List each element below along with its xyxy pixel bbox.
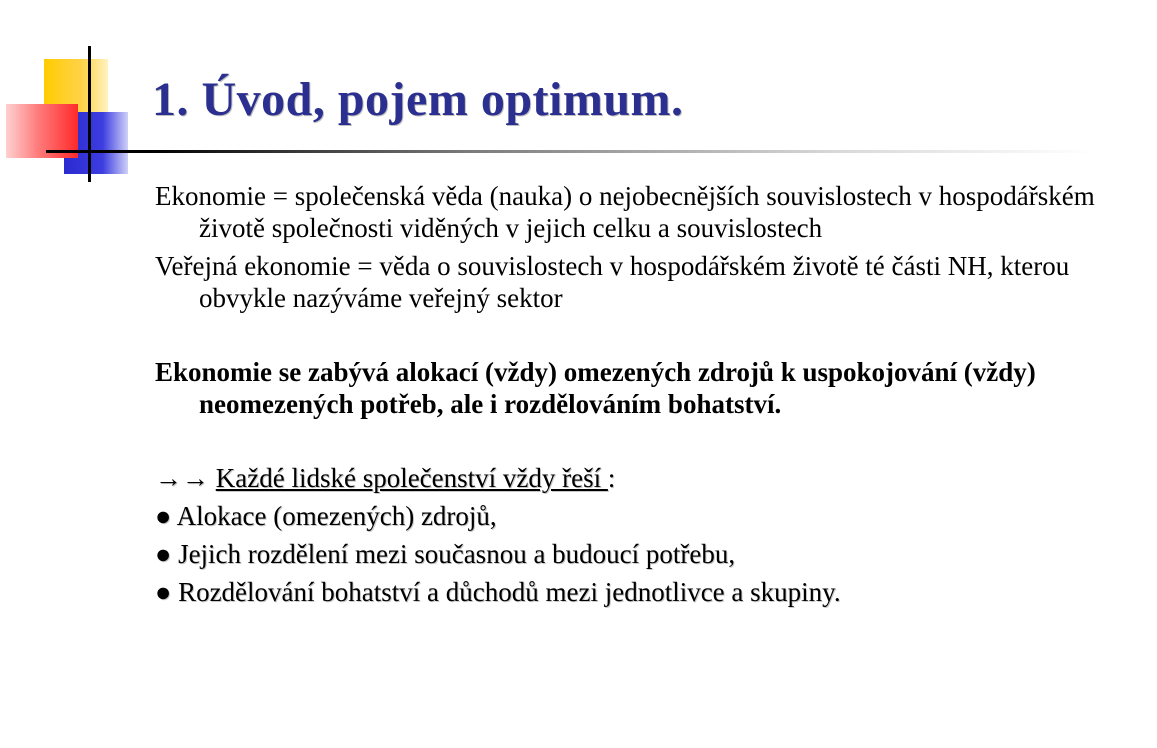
list-item-text: Jejich rozdělení mezi současnou a budoucí potřebu, [178,539,736,569]
list-heading: Každé lidské společenství vždy řeší [215,463,608,493]
vertical-rule-decoration [88,46,91,182]
title-underline-rule [46,150,1096,153]
list-item-text: Alokace (omezených) zdrojů, [176,501,497,531]
list-heading-colon: : [607,463,616,493]
bullet-icon: ● [155,539,172,569]
list-item [155,538,1145,570]
bullet-icon: ● [155,501,172,531]
paragraph-ekonomie-definition: Ekonomie = společenská věda (nauka) o nejobecnějších souvislostech v hospodářském životě společnosti viděných v jejich celku a souvislostech [155,181,1095,243]
bullet-icon: ● [155,577,172,607]
list-intro [155,462,1145,494]
list-item [155,500,1145,532]
list-item [155,576,1145,608]
paragraph-public-economics-definition: Veřejná ekonomie = věda o souvislostech v hospodářském životě té části NH, kterou obvykle nazýváme veřejný sektor [155,251,1070,313]
slide-body [155,180,1145,608]
double-arrow-icon: →→ [155,463,209,493]
paragraph-ekonomie-scope: Ekonomie se zabývá alokací (vždy) omezených zdrojů k uspokojování (vždy) neomezených potřeb, ale i rozdělováním bohatství. [155,357,1036,419]
list-item-text: Rozdělování bohatství a důchodů mezi jednotlivce a skupiny. [178,577,841,607]
slide-title: 1. Úvod, pojem optimum. [152,73,684,126]
